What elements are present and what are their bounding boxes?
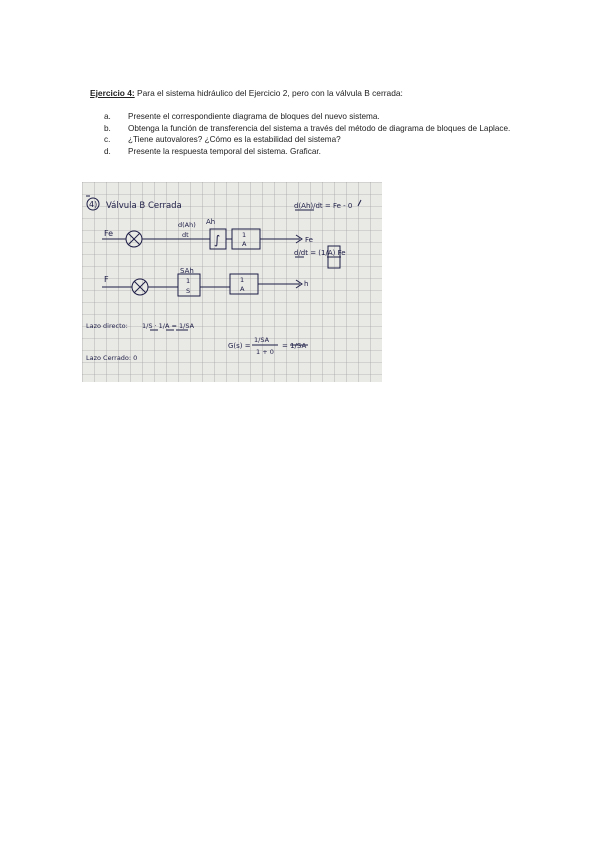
label-ah: Ah <box>206 218 216 226</box>
list-text: Presente la respuesta temporal del sistema. Graficar. <box>128 146 321 156</box>
label-dah: d(Ah) <box>178 221 196 229</box>
gs-label: G(s) = <box>228 342 251 350</box>
list-item <box>104 112 510 124</box>
gs-denominator: 1 + 0 <box>256 348 274 356</box>
list-text: ¿Tiene autovalores? ¿Cómo es la estabilidad del sistema? <box>128 135 341 144</box>
lazo-directo-value: 1/S · 1/A = 1/SA <box>142 322 195 330</box>
list-item <box>104 124 510 136</box>
gs-numerator: 1/SA <box>254 336 270 344</box>
label-h: h <box>304 280 309 288</box>
list-marker: a. <box>104 112 111 121</box>
equation-1: d(Ah)/dt = Fe - 0 <box>294 202 353 210</box>
list-text: Obtenga la función de transferencia del sistema a través del método de diagrama de bloques de Laplace. <box>128 123 511 133</box>
block-one: 1 <box>242 231 247 239</box>
handwritten-title: Válvula B Cerrada <box>106 201 182 211</box>
label-fe-out: Fe <box>305 236 313 244</box>
label-sah: SAh <box>180 267 194 275</box>
list-marker: b. <box>104 123 111 133</box>
problem-number: 4) <box>89 200 98 209</box>
label-f: F <box>104 275 109 284</box>
label-dt: dt <box>182 231 189 239</box>
block-bottom-one-2: 1 <box>240 276 245 284</box>
handwritten-solution-photo <box>82 182 382 382</box>
exercise-list <box>104 112 510 158</box>
list-item <box>104 135 510 147</box>
label-fe: Fe <box>104 229 114 238</box>
block-bottom-a: A <box>240 285 245 293</box>
exercise-text: Para el sistema hidráulico del Ejercicio 2, pero con la válvula B cerrada: <box>134 88 403 98</box>
lazo-cerrado-label: Lazo Cerrado: 0 <box>86 354 138 362</box>
integral-block: ∫ <box>214 233 221 247</box>
gs-result: = 1/SA <box>282 342 307 350</box>
block-bottom-one: 1 <box>186 277 191 285</box>
list-item <box>104 147 510 159</box>
list-marker: d. <box>104 146 111 156</box>
block-s: S <box>186 287 191 295</box>
equation-2: d/dt = (1/A) Fe <box>294 249 346 257</box>
exercise-heading <box>90 88 403 98</box>
lazo-directo-label: Lazo directo: <box>86 322 128 330</box>
block-a: A <box>242 240 247 248</box>
handwritten-solution-drawing <box>82 182 382 382</box>
list-marker: c. <box>104 135 111 144</box>
list-text: Presente el correspondiente diagrama de bloques del nuevo sistema. <box>128 112 380 121</box>
exercise-lead: Ejercicio 4: <box>90 88 135 98</box>
